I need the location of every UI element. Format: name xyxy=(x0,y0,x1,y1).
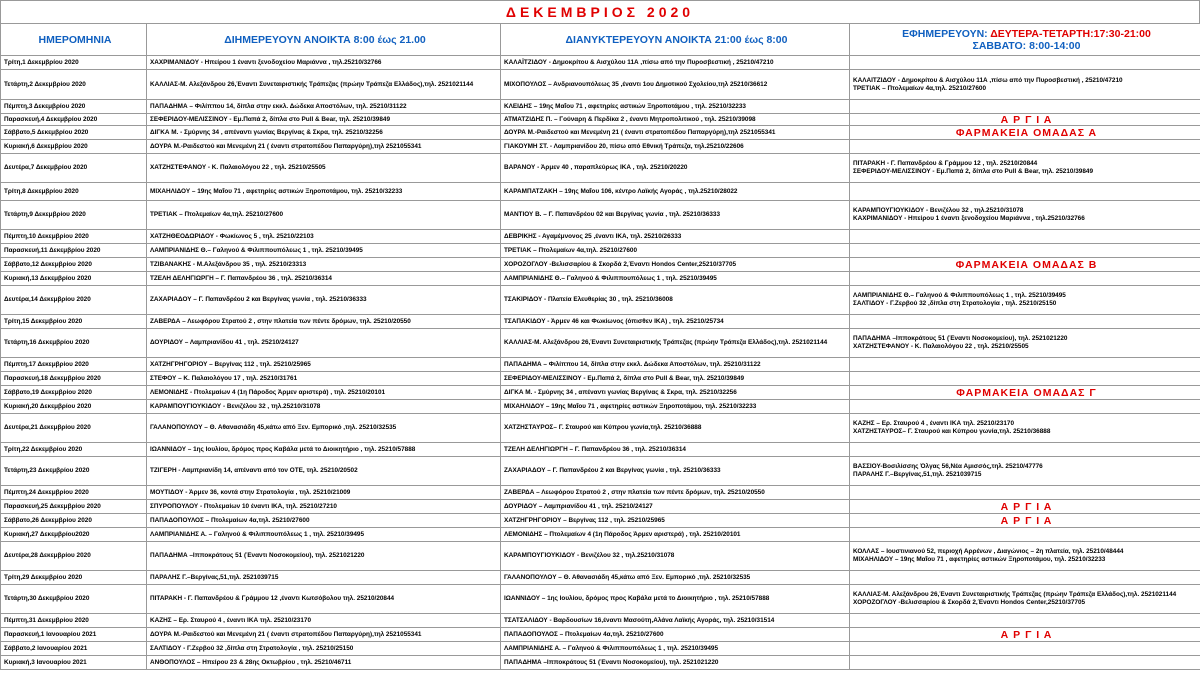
duty-entry: ΚΑΡΑΜΠΟΥΓΙΟΥΚΙΔΟΥ - Βενιζέλου 32 , τηλ.25210/31078 xyxy=(853,207,1024,214)
duty-pharmacy-cell xyxy=(850,329,1200,358)
date-cell: Δευτέρα,14 Δεκεμβρίου 2020 xyxy=(1,286,147,315)
table-row xyxy=(1,542,1200,571)
duty-pharmacy-cell xyxy=(850,358,1200,372)
night-pharmacy-cell: ΛΑΜΠΡΙΑΝΙΔΗΣ Α. – Γαληνού & Φιλιππουπόλεως 1 , τηλ. 25210/39495 xyxy=(501,642,850,656)
night-pharmacy-cell: ΧΟΡΟΖΟΓΛΟΥ -Βελισσαρίου & Σκορδά 2,Έναντι Hondos Center,25210/37705 xyxy=(501,258,850,272)
duty-pharmacy-cell xyxy=(850,272,1200,286)
table-row xyxy=(1,400,1200,414)
table-row xyxy=(1,514,1200,528)
duty-pharmacy-cell xyxy=(850,585,1200,614)
table-row xyxy=(1,457,1200,486)
day-pharmacy-cell: ΓΑΛΑΝΟΠΟΥΛΟΥ – Θ. Αθανασιάδη 45,κάτω από Ξεν. Εμπορικό ,τηλ. 25210/32535 xyxy=(147,414,501,443)
night-pharmacy-cell: ΔΟΥΡΙΔΟΥ – Λαμπριανίδου 41 , τηλ. 25210/24127 xyxy=(501,500,850,514)
schedule-table xyxy=(0,23,1200,670)
date-cell: Παρασκευή,18 Δεκεμβρίου 2020 xyxy=(1,372,147,386)
day-pharmacy-cell: ΚΑΖΗΣ – Ερ. Σταυρού 4 , έναντι ΙΚΑ τηλ. 25210/23170 xyxy=(147,614,501,628)
duty-pharmacy-cell xyxy=(850,457,1200,486)
holiday-label: Α Ρ Γ Ι Α xyxy=(850,628,1200,642)
night-pharmacy-cell: ΧΑΤΖΗΣΤΑΥΡΟΣ– Γ. Σταυρού και Κύπρου γωνία,τηλ. 25210/36888 xyxy=(501,414,850,443)
table-row xyxy=(1,656,1200,670)
header-day: ΔΙΗΜΕΡΕΥΟΥΝ ΑΝΟΙΚΤΑ 8:00 έως 21.00 xyxy=(147,24,501,56)
night-pharmacy-cell: ΜΙΧΑΗΛΙΔΟΥ – 19ης Μαΐου 71 , αφετηρίες αστικών Ξηροποτάμου, τηλ. 25210/32233 xyxy=(501,400,850,414)
day-pharmacy-cell: ΤΖΙΓΕΡΗ - Λαμπριανίδη 14, απέναντι από τον ΟΤΕ, τηλ. 25210/20502 xyxy=(147,457,501,486)
table-row xyxy=(1,585,1200,614)
title-row xyxy=(0,0,1200,23)
header-night: ΔΙΑΝΥΚΤΕΡΕΥΟΥΝ ΑΝΟΙΚΤΑ 21:00 έως 8:00 xyxy=(501,24,850,56)
table-row xyxy=(1,614,1200,628)
night-pharmacy-cell: ΤΣΑΤΣΑΛΙΔΟΥ - Βαρδουσίων 16,έναντι Μασούτη,Αλάνα Λαϊκής Αγοράς, τηλ. 25210/31514 xyxy=(501,614,850,628)
day-pharmacy-cell: ΠΑΠΑΔΗΜΑ – Φιλίππου 14, δίπλα στην εκκλ. Δώδεκα Αποστόλων, τηλ. 25210/31122 xyxy=(147,100,501,114)
date-cell: Σάββατο,2 Ιανουαρίου 2021 xyxy=(1,642,147,656)
page-title: ΔΕΚΕΜΒΡΙΟΣ 2020 xyxy=(505,4,695,20)
day-pharmacy-cell: ΧΑΧΡΙΜΑΝΙΔΟΥ - Ηπείρου 1 έναντι ξενοδοχείου Μαριάννα , τηλ.25210/32766 xyxy=(147,56,501,70)
night-pharmacy-cell: ΔΟΥΡΑ Μ.-Ραιδεστού και Μενεμένη 21 ( έναντι στρατοπέδου Παπαργύρη),τηλ 2521055341 xyxy=(501,126,850,140)
schedule-body xyxy=(1,56,1200,670)
night-pharmacy-cell: ΓΑΛΑΝΟΠΟΥΛΟΥ – Θ. Αθανασιάδη 45,κάτω από Ξεν. Εμπορικό ,τηλ. 25210/32535 xyxy=(501,571,850,585)
night-pharmacy-cell: ΔΕΒΡΙΚΗΣ - Αγαμέμνονος 25 ,έναντι ΙΚΑ, τηλ. 25210/26333 xyxy=(501,230,850,244)
day-pharmacy-cell: ΜΙΧΑΗΛΙΔΟΥ – 19ης Μαΐου 71 , αφετηρίες αστικών Ξηροποτάμου, τηλ. 25210/32233 xyxy=(147,183,501,201)
date-cell: Κυριακή,6 Δεκεμβρίου 2020 xyxy=(1,140,147,154)
duty-entry: ΜΙΧΑΗΛΙΔΟΥ – 19ης Μαΐου 71 , αφετηρίες αστικών Ξηροποτάμου, τηλ. 25210/32233 xyxy=(853,556,1106,563)
header-duty-weekdays: ΔΕΥΤΕΡΑ-ΤΕΤΑΡΤΗ:17:30-21:00 xyxy=(990,27,1151,40)
table-row xyxy=(1,358,1200,372)
duty-entry: ΚΑΧΡΙΜΑΝΙΔΟΥ - Ηπείρου 1 έναντι ξενοδοχείου Μαριάννα , τηλ.25210/32766 xyxy=(853,215,1085,222)
day-pharmacy-cell: ΛΑΜΠΡΙΑΝΙΔΗΣ Α. – Γαληνού & Φιλιππουπόλεως 1 , τηλ. 25210/39495 xyxy=(147,528,501,542)
header-duty-saturday: ΣΑΒΒΑΤΟ: 8:00-14:00 xyxy=(972,39,1081,52)
day-pharmacy-cell: ΔΟΥΡΑ Μ.-Ραιδεστού και Μενεμένη 21 ( έναντι στρατοπέδου Παπαργύρη),τηλ 2521055341 xyxy=(147,140,501,154)
duty-pharmacy-cell xyxy=(850,614,1200,628)
duty-entry: ΚΟΛΛΑΣ – Ιουστινιανού 52, περιοχή Αρρένων , Διαγώνιος – 2η πλατεία, τηλ. 25210/48444 xyxy=(853,548,1124,555)
day-pharmacy-cell: ΣΠΥΡΟΠΟΥΛΟΥ - Πτολεμαίων 10 έναντι ΙΚΑ, τηλ. 25210/27210 xyxy=(147,500,501,514)
header-duty-prefix: ΕΦΗΜΕΡΕΥΟΥΝ: xyxy=(902,27,991,40)
date-cell: Κυριακή,20 Δεκεμβρίου 2020 xyxy=(1,400,147,414)
date-cell: Σάββατο,19 Δεκεμβρίου 2020 xyxy=(1,386,147,400)
duty-entry: ΧΑΤΖΗΣΤΕΦΑΝΟΥ - Κ. Παλαιολόγου 22 , τηλ. 25210/25505 xyxy=(853,343,1029,350)
day-pharmacy-cell: ΔΟΥΡΙΔΟΥ – Λαμπριανίδου 41 , τηλ. 25210/24127 xyxy=(147,329,501,358)
table-row xyxy=(1,500,1200,514)
duty-pharmacy-cell xyxy=(850,443,1200,457)
date-cell: Τετάρτη,23 Δεκεμβρίου 2020 xyxy=(1,457,147,486)
date-cell: Πέμπτη,24 Δεκεμβρίου 2020 xyxy=(1,486,147,500)
duty-pharmacy-cell xyxy=(850,140,1200,154)
night-pharmacy-cell: ΧΑΤΖΗΓΡΗΓΟΡΙΟΥ – Βεργίνας 112 , τηλ. 25210/25965 xyxy=(501,514,850,528)
duty-entry: ΒΑΣΣΙΟΥ-Βοσιλίσσης Όλγας 56,Νέα Αμισσός,τηλ. 25210/47776 xyxy=(853,463,1043,470)
day-pharmacy-cell: ΠΑΠΑΔΟΠΟΥΛΟΣ – Πτολεμαίων 4α,τηλ. 25210/27600 xyxy=(147,514,501,528)
table-row xyxy=(1,201,1200,230)
duty-entry: ΚΑΖΗΣ – Ερ. Σταυρού 4 , έναντι ΙΚΑ τηλ. 25210/23170 xyxy=(853,420,1015,427)
table-row xyxy=(1,528,1200,542)
table-row xyxy=(1,183,1200,201)
table-row xyxy=(1,443,1200,457)
table-row xyxy=(1,100,1200,114)
duty-entry: ΧΟΡΟΖΟΓΛΟΥ -Βελισσαρίου & Σκορδά 2,Έναντι Hondos Center,25210/37705 xyxy=(853,599,1086,606)
day-pharmacy-cell: ΠΙΤΑΡΑΚΗ - Γ. Παπανδρέου & Γράμμου 12 ,έναντι Κωτσόβολου τηλ. 25210/20844 xyxy=(147,585,501,614)
date-cell: Τρίτη,22 Δεκεμβρίου 2020 xyxy=(1,443,147,457)
day-pharmacy-cell: ΣΕΦΕΡΙΔΟΥ-ΜΕΛΙΣΣΙΝΟΥ - Εμ.Παπά 2, δίπλα στο Pull & Bear, τηλ. 25210/39849 xyxy=(147,114,501,126)
duty-entry: ΚΑΛΛΙΑΣ-Μ. Αλεξάνδρου 26,Έναντι Συνεταιριστικής Τράπεζας (πρώην Τράπεζα Ελλάδος),τηλ. 2521021144 xyxy=(853,591,1177,598)
table-row xyxy=(1,154,1200,183)
date-cell: Τετάρτη,2 Δεκεμβρίου 2020 xyxy=(1,70,147,100)
day-pharmacy-cell: ΙΩΑΝΝΙΔΟΥ – 1ης Ιουλίου, δρόμος προς Καβάλα μετά το Διοικητήριο , τηλ. 25210/57888 xyxy=(147,443,501,457)
table-row xyxy=(1,272,1200,286)
night-pharmacy-cell: ΑΤΜΑΤΖΙΔΗΣ Π. – Γούναρη & Περδίκα 2 , έναντι Μητροπολιτικού , τηλ. 25210/39098 xyxy=(501,114,850,126)
date-cell: Παρασκευή,1 Ιανουαρίου 2021 xyxy=(1,628,147,642)
night-pharmacy-cell: ΚΑΡΑΜΠΟΥΓΙΟΥΚΙΔΟΥ - Βενιζέλου 32 , τηλ.25210/31078 xyxy=(501,542,850,571)
date-cell: Παρασκευή,11 Δεκεμβρίου 2020 xyxy=(1,244,147,258)
holiday-label: ΦΑΡΜΑΚΕΙΑ ΟΜΑΔΑΣ Γ xyxy=(850,386,1200,400)
duty-pharmacy-cell xyxy=(850,201,1200,230)
night-pharmacy-cell: ΠΑΠΑΔΗΜΑ – Φιλίππου 14, δίπλα στην εκκλ. Δώδεκα Αποστόλων, τηλ. 25210/31122 xyxy=(501,358,850,372)
duty-pharmacy-cell xyxy=(850,642,1200,656)
date-cell: Σάββατο,26 Δεκεμβρίου 2020 xyxy=(1,514,147,528)
header-row xyxy=(1,24,1200,56)
duty-entry: ΛΑΜΠΡΙΑΝΙΔΗΣ Θ.– Γαληνού & Φιλιππουπόλεως 1 , τηλ. 25210/39495 xyxy=(853,292,1066,299)
duty-pharmacy-cell xyxy=(850,400,1200,414)
date-cell: Πέμπτη,17 Δεκεμβρίου 2020 xyxy=(1,358,147,372)
date-cell: Τρίτη,1 Δεκεμβρίου 2020 xyxy=(1,56,147,70)
duty-pharmacy-cell xyxy=(850,183,1200,201)
duty-entry: ΚΑΛΑΪΤΖΙΔΟΥ - Δημοκρίτου & Αισχύλου 11Α ,πίσω από την Πυροσβεστική , 25210/47210 xyxy=(853,76,1123,84)
duty-pharmacy-cell xyxy=(850,230,1200,244)
date-cell: Τετάρτη,30 Δεκεμβρίου 2020 xyxy=(1,585,147,614)
day-pharmacy-cell: ΧΑΤΖΗΣΤΕΦΑΝΟΥ - Κ. Παλαιολόγου 22 , τηλ. 25210/25505 xyxy=(147,154,501,183)
date-cell: Τρίτη,15 Δεκεμβρίου 2020 xyxy=(1,315,147,329)
day-pharmacy-cell: ΣΑΛΤΙΔΟΥ - Γ.Ζερβού 32 ,δίπλα στη Στρατολογία , τηλ. 25210/25150 xyxy=(147,642,501,656)
day-pharmacy-cell: ΤΖΙΒΑΝΑΚΗΣ - Μ.Αλεξάνδρου 35 , τηλ. 25210/23313 xyxy=(147,258,501,272)
holiday-label: Α Ρ Γ Ι Α xyxy=(850,514,1200,528)
day-pharmacy-cell: ΧΑΤΖΗΓΡΗΓΟΡΙΟΥ – Βεργίνας 112 , τηλ. 25210/25965 xyxy=(147,358,501,372)
duty-entry: ΠΙΤΑΡΑΚΗ - Γ. Παπανδρέου & Γράμμου 12 , τηλ. 25210/20844 xyxy=(853,160,1038,167)
night-pharmacy-cell: ΚΛΕΙΔΗΣ – 19ης Μαΐου 71 , αφετηρίες αστικών Ξηροποτάμου , τηλ. 25210/32233 xyxy=(501,100,850,114)
night-pharmacy-cell: ΓΙΑΚΟΥΜΗ ΣΤ. - Λαμπριανίδου 20, πίσω από Εθνική Τράπεζα, τηλ.25210/22606 xyxy=(501,140,850,154)
table-row xyxy=(1,56,1200,70)
date-cell: Πέμπτη,31 Δεκεμβρίου 2020 xyxy=(1,614,147,628)
date-cell: Κυριακή,13 Δεκεμβρίου 2020 xyxy=(1,272,147,286)
header-duty xyxy=(850,24,1200,56)
table-row xyxy=(1,114,1200,126)
night-pharmacy-cell: ΤΖΕΛΗ ΔΕΛΗΓΙΩΡΓΗ – Γ. Παπανδρέου 36 , τηλ. 25210/36314 xyxy=(501,443,850,457)
day-pharmacy-cell: ΖΑΧΑΡΙΑΔΟΥ – Γ. Παπανδρέου 2 και Βεργίνας γωνία , τηλ. 25210/36333 xyxy=(147,286,501,315)
table-row xyxy=(1,386,1200,400)
duty-entry: ΣΑΛΤΙΔΟΥ - Γ.Ζερβού 32 ,δίπλα στη Στρατολογία , τηλ. 25210/25150 xyxy=(853,300,1057,307)
table-row xyxy=(1,486,1200,500)
duty-pharmacy-cell xyxy=(850,528,1200,542)
table-row xyxy=(1,70,1200,100)
duty-pharmacy-cell xyxy=(850,100,1200,114)
date-cell: Κυριακή,3 Ιανουαρίου 2021 xyxy=(1,656,147,670)
day-pharmacy-cell: ΚΑΡΑΜΠΟΥΓΙΟΥΚΙΔΟΥ - Βενιζέλου 32 , τηλ.25210/31078 xyxy=(147,400,501,414)
night-pharmacy-cell: ΠΑΠΑΔΗΜΑ –Ιπποκράτους 51 (Έναντι Νοσοκομείου), τηλ. 2521021220 xyxy=(501,656,850,670)
holiday-label: ΦΑΡΜΑΚΕΙΑ ΟΜΑΔΑΣ Α xyxy=(850,126,1200,140)
night-pharmacy-cell: ΖΑΧΑΡΙΑΔΟΥ – Γ. Παπανδρέου 2 και Βεργίνας γωνία , τηλ. 25210/36333 xyxy=(501,457,850,486)
night-pharmacy-cell: ΠΑΠΑΔΟΠΟΥΛΟΣ – Πτολεμαίων 4α,τηλ. 25210/27600 xyxy=(501,628,850,642)
table-row xyxy=(1,258,1200,272)
table-row xyxy=(1,571,1200,585)
night-pharmacy-cell: ΚΑΛΑΪΤΖΙΔΟΥ - Δημοκρίτου & Αισχύλου 11Α ,πίσω από την Πυροσβεστική , 25210/47210 xyxy=(501,56,850,70)
duty-pharmacy-cell xyxy=(850,571,1200,585)
night-pharmacy-cell: ΣΕΦΕΡΙΔΟΥ-ΜΕΛΙΣΣΙΝΟΥ - Εμ.Παπά 2, δίπλα στο Pull & Bear, τηλ. 25210/39849 xyxy=(501,372,850,386)
date-cell: Σάββατο,12 Δεκεμβρίου 2020 xyxy=(1,258,147,272)
table-row xyxy=(1,244,1200,258)
date-cell: Κυριακή,27 Δεκεμβρίου2020 xyxy=(1,528,147,542)
day-pharmacy-cell: ΔΙΓΚΑ Μ. - Σμύρνης 34 , απέναντι γωνίας Βεργίνας & Σκρα, τηλ. 25210/32256 xyxy=(147,126,501,140)
night-pharmacy-cell: ΚΑΡΑΜΠΑΤΖΑΚΗ – 19ης Μαΐου 106, κέντρο Λαϊκής Αγοράς , τηλ.25210/28022 xyxy=(501,183,850,201)
duty-pharmacy-cell xyxy=(850,372,1200,386)
table-row xyxy=(1,414,1200,443)
duty-entry: ΣΕΦΕΡΙΔΟΥ-ΜΕΛΙΣΣΙΝΟΥ - Εμ.Παπά 2, δίπλα στο Pull & Bear, τηλ. 25210/39849 xyxy=(853,168,1094,175)
day-pharmacy-cell: ΧΑΤΖΗΘΕΟΔΩΡΙΔΟΥ - Φωκίωνος 5 , τηλ. 25210/22103 xyxy=(147,230,501,244)
night-pharmacy-cell: ΛΕΜΟΝΙΔΗΣ – Πτολεμαίων 4 (1η Πάροδος Άρμεν αριστερά) , τηλ. 25210/20101 xyxy=(501,528,850,542)
duty-entry: ΠΑΠΑΔΗΜΑ –Ιπποκράτους 51 (Έναντι Νοσοκομείου), τηλ. 2521021220 xyxy=(853,335,1068,342)
holiday-label: Α Ρ Γ Ι Α xyxy=(850,500,1200,514)
date-cell: Παρασκευή,4 Δεκεμβρίου 2020 xyxy=(1,114,147,126)
day-pharmacy-cell: ΜΟΥΤΙΔΟΥ - Άρμεν 36, κοντά στην Στρατολογία , τηλ. 25210/21009 xyxy=(147,486,501,500)
night-pharmacy-cell: ΤΣΑΚΙΡΙΔΟΥ - Πλατεία Ελευθερίας 30 , τηλ. 25210/36008 xyxy=(501,286,850,315)
date-cell: Τρίτη,8 Δεκεμβρίου 2020 xyxy=(1,183,147,201)
night-pharmacy-cell: ΛΑΜΠΡΙΑΝΙΔΗΣ Θ.– Γαληνού & Φιλιππουπόλεως 1 , τηλ. 25210/39495 xyxy=(501,272,850,286)
table-row xyxy=(1,372,1200,386)
night-pharmacy-cell: ΒΑΡΑΝΟΥ - Άρμεν 40 , παραπλεύρως ΙΚΑ , τηλ. 25210/20220 xyxy=(501,154,850,183)
night-pharmacy-cell: ΤΣΑΠΑΚΙΔΟΥ - Άρμεν 46 και Φωκίωνος (όπισθεν ΙΚΑ) , τηλ. 25210/25734 xyxy=(501,315,850,329)
day-pharmacy-cell: ΛΕΜΟΝΙΔΗΣ - Πτολεμαίων 4 (1η Πάροδος Άρμεν αριστερά) , τηλ. 25210/20101 xyxy=(147,386,501,400)
duty-pharmacy-cell xyxy=(850,486,1200,500)
duty-pharmacy-cell xyxy=(850,315,1200,329)
date-cell: Δευτέρα,7 Δεκεμβρίου 2020 xyxy=(1,154,147,183)
duty-pharmacy-cell xyxy=(850,70,1200,100)
day-pharmacy-cell: ΤΡΕΤΙΑΚ – Πτολεμαίων 4α,τηλ. 25210/27600 xyxy=(147,201,501,230)
date-cell: Δευτέρα,28 Δεκεμβρίου 2020 xyxy=(1,542,147,571)
date-cell: Πέμπτη,10 Δεκεμβρίου 2020 xyxy=(1,230,147,244)
duty-entry: ΠΑΡΑΛΗΣ Γ.–Βεργίνας,51,τηλ. 2521039715 xyxy=(853,471,982,478)
holiday-label: ΦΑΡΜΑΚΕΙΑ ΟΜΑΔΑΣ Β xyxy=(850,258,1200,272)
date-cell: Πέμπτη,3 Δεκεμβρίου 2020 xyxy=(1,100,147,114)
duty-pharmacy-cell xyxy=(850,414,1200,443)
date-cell: Δευτέρα,21 Δεκεμβρίου 2020 xyxy=(1,414,147,443)
day-pharmacy-cell: ΣΤΕΦΟΥ – Κ. Παλαιολόγου 17 , τηλ. 25210/31761 xyxy=(147,372,501,386)
table-row xyxy=(1,126,1200,140)
date-cell: Τετάρτη,16 Δεκεμβρίου 2020 xyxy=(1,329,147,358)
table-row xyxy=(1,140,1200,154)
duty-pharmacy-cell xyxy=(850,542,1200,571)
table-row xyxy=(1,286,1200,315)
duty-pharmacy-cell xyxy=(850,154,1200,183)
night-pharmacy-cell: ΜΑΝΤΙΟΥ Β. – Γ. Παπανδρέου 02 και Βεργίνας γωνία , τηλ. 25210/36333 xyxy=(501,201,850,230)
day-pharmacy-cell: ΠΑΠΑΔΗΜΑ –Ιπποκράτους 51 (Έναντι Νοσοκομείου), τηλ. 2521021220 xyxy=(147,542,501,571)
day-pharmacy-cell: ΠΑΡΑΛΗΣ Γ.–Βεργίνας,51,τηλ. 2521039715 xyxy=(147,571,501,585)
day-pharmacy-cell: ΛΑΜΠΡΙΑΝΙΔΗΣ Θ.– Γαληνού & Φιλιππουπόλεως 1 , τηλ. 25210/39495 xyxy=(147,244,501,258)
day-pharmacy-cell: ΔΟΥΡΑ Μ.-Ραιδεστού και Μενεμένη 21 ( έναντι στρατοπέδου Παπαργύρη),τηλ 2521055341 xyxy=(147,628,501,642)
duty-entry: ΤΡΕΤΙΑΚ – Πτολεμαίων 4α,τηλ. 25210/27600 xyxy=(853,84,987,92)
day-pharmacy-cell: ΑΝΘΟΠΟΥΛΟΣ – Ηπείρου 23 & 28ης Οκτωβρίου , τηλ. 25210/46711 xyxy=(147,656,501,670)
night-pharmacy-cell: ΤΡΕΤΙΑΚ – Πτολεμαίων 4α,τηλ. 25210/27600 xyxy=(501,244,850,258)
duty-pharmacy-cell xyxy=(850,286,1200,315)
date-cell: Τρίτη,29 Δεκεμβρίου 2020 xyxy=(1,571,147,585)
table-row xyxy=(1,628,1200,642)
night-pharmacy-cell: ΜΙΧΟΠΟΥΛΟΣ – Ανδριανουπόλεως 35 ,έναντι 1ου Δημοτικού Σχολείου,τηλ 25210/36612 xyxy=(501,70,850,100)
date-cell: Τετάρτη,9 Δεκεμβρίου 2020 xyxy=(1,201,147,230)
date-cell: Παρασκευή,25 Δεκεμβρίου 2020 xyxy=(1,500,147,514)
table-row xyxy=(1,642,1200,656)
duty-entry: ΧΑΤΖΗΣΤΑΥΡΟΣ– Γ. Σταυρού και Κύπρου γωνία,τηλ. 25210/36888 xyxy=(853,428,1051,435)
night-pharmacy-cell: ΙΩΑΝΝΙΔΟΥ – 1ης Ιουλίου, δρόμος προς Καβάλα μετά το Διοικητήριο , τηλ. 25210/57888 xyxy=(501,585,850,614)
holiday-label: Α Ρ Γ Ι Α xyxy=(850,114,1200,126)
header-date: ΗΜΕΡΟΜΗΝΙΑ xyxy=(1,24,147,56)
day-pharmacy-cell: ΚΑΛΛΙΑΣ-Μ. Αλεξάνδρου 26,Έναντι Συνεταιριστικής Τράπεζας (πρώην Τράπεζα Ελλάδος),τηλ. 2521021144 xyxy=(147,70,501,100)
day-pharmacy-cell: ΖΑΒΕΡΔΑ – Λεωφόρου Στρατού 2 , στην πλατεία των πέντε δρόμων, τηλ. 25210/20550 xyxy=(147,315,501,329)
table-row xyxy=(1,329,1200,358)
table-row xyxy=(1,315,1200,329)
table-row xyxy=(1,230,1200,244)
day-pharmacy-cell: ΤΖΕΛΗ ΔΕΛΗΓΙΩΡΓΗ – Γ. Παπανδρέου 36 , τηλ. 25210/36314 xyxy=(147,272,501,286)
night-pharmacy-cell: ΚΑΛΛΙΑΣ-Μ. Αλεξάνδρου 26,Έναντι Συνεταιριστικής Τράπεζας (πρώην Τράπεζα Ελλάδος),τηλ. 2521021144 xyxy=(501,329,850,358)
duty-pharmacy-cell xyxy=(850,56,1200,70)
duty-pharmacy-cell xyxy=(850,656,1200,670)
night-pharmacy-cell: ΔΙΓΚΑ Μ. - Σμύρνης 34 , απέναντι γωνίας Βεργίνας & Σκρα, τηλ. 25210/32256 xyxy=(501,386,850,400)
duty-pharmacy-cell xyxy=(850,244,1200,258)
date-cell: Σάββατο,5 Δεκεμβρίου 2020 xyxy=(1,126,147,140)
night-pharmacy-cell: ΖΑΒΕΡΔΑ – Λεωφόρου Στρατού 2 , στην πλατεία των πέντε δρόμων, τηλ. 25210/20550 xyxy=(501,486,850,500)
